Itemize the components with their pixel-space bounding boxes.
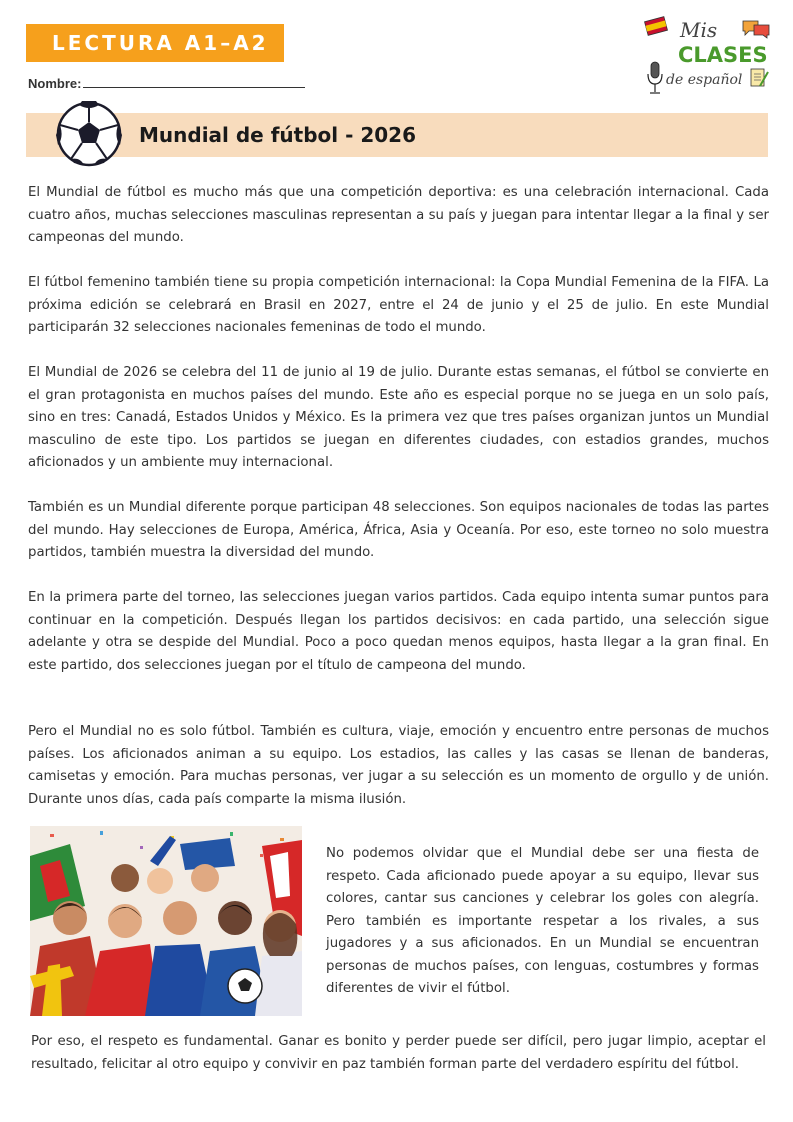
flag-spain-icon (644, 16, 668, 36)
paragraph-6: Pero el Mundial no es solo fútbol. También es cultura, viaje, emoción y encuentro entre personas de muchos países. Los aficionados animan a su equipo. Los estadios, las calles y las casas se llenan de banderas, camisetas y emoción. Para muchas personas, ver jugar a su selección es un momento de orgullo y de unión. Durante unos días, cada país comparte la misma ilusión. (28, 724, 769, 807)
microphone-icon (646, 60, 664, 98)
paragraph-closing: Por eso, el respeto es fundamental. Ganar es bonito y perder puede ser difícil, pero jugar limpio, aceptar el resultado, felicitar al otro equipo y convivir en paz también forman parte del verdadero espíritu del fútbol. (31, 1034, 766, 1072)
page-title: Mundial de fútbol - 2026 (139, 123, 417, 147)
name-label: Nombre: (28, 76, 82, 91)
paragraph-5: En la primera parte del torneo, las selecciones juegan varios partidos. Cada equipo intenta sumar puntos para continuar en la competición. Después llegan los partidos decisivos: en cada partido, una selección sigue adelante y otra se despide del Mundial. Poco a poco quedan menos equipos, hasta llegar a la gran final. En este partido, dos selecciones juegan por el título de campeona del mundo. (28, 590, 769, 673)
level-label: LECTURA A1–A2 (52, 31, 269, 55)
football-icon (56, 101, 122, 167)
name-field[interactable] (28, 75, 305, 91)
fans-illustration (30, 826, 302, 1016)
paragraph-1: El Mundial de fútbol es mucho más que una competición deportiva: es una celebración internacional. Cada cuatro años, muchas selecciones masculinas representan a su país y juegan para intentar llegar a la final y ser campeonas del mundo. (28, 185, 769, 245)
logo-espanol: de español (666, 72, 743, 88)
paragraph-respect: No podemos olvidar que el Mundial debe ser una fiesta de respeto. Cada aficionado puede apoyar a su equipo, llevar sus colores, cantar sus canciones y celebrar los goles con alegría. Pero también es importante respetar a los rivales, a sus jugadores y a sus aficionados. En un Mundial se encuentran personas de muchos países, con lenguas, costumbres y formas diferentes de vivir el fútbol. (326, 846, 759, 996)
name-blank-line[interactable] (83, 75, 305, 88)
logo (640, 10, 780, 102)
notepad-icon (748, 66, 770, 90)
paragraph-2: El fútbol femenino también tiene su propia competición internacional: la Copa Mundial Femenina de la FIFA. La próxima edición se celebrará en Brasil en 2027, entre el 24 de junio y el 25 de julio. En este Mundial participarán 32 selecciones nacionales femeninas de todo el mundo. (28, 275, 769, 335)
paragraph-3: El Mundial de 2026 se celebra del 11 de junio al 19 de julio. Durante estas semanas, el fútbol se convierte en el gran protagonista en muchos países del mundo. Este año es especial porque no se juega en un solo país, sino en tres: Canadá, Estados Unidos y México. Es la primera vez que tres países organizan juntos un Mundial masculino de este tipo. Los partidos se juegan en diferentes ciudades, con estadios grandes, muchos aficionados y un ambiente muy internacional. (28, 365, 769, 470)
logo-mis: Mis (680, 18, 718, 42)
paragraph-4: También es un Mundial diferente porque participan 48 selecciones. Son equipos nacionales de todas las partes del mundo. Hay selecciones de Europa, América, África, Asia y Oceanía. Por eso, este torneo no solo muestra partidos, también muestra la diversidad del mundo. (28, 500, 769, 560)
logo-clases: CLASES (678, 43, 768, 67)
level-badge (26, 24, 284, 62)
speech-bubble-icon (740, 18, 772, 40)
title-bar (26, 113, 768, 157)
